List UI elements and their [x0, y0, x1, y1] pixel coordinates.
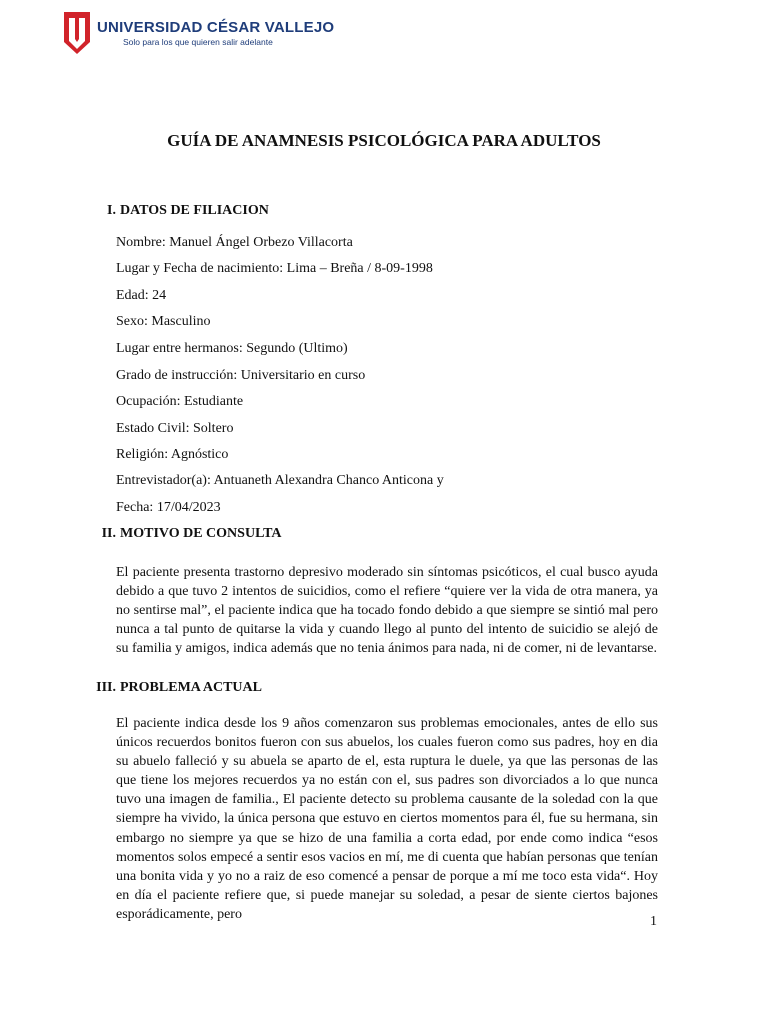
- section-heading-problema: [92, 680, 262, 696]
- field-nombre: Nombre: Manuel Ángel Orbezo Villacorta: [116, 235, 353, 250]
- page-number: 1: [650, 914, 657, 929]
- section-heading-datos: [92, 203, 269, 219]
- section-title: MOTIVO DE CONSULTA: [120, 526, 282, 541]
- field-entrevistador: Entrevistador(a): Antuaneth Alexandra Chanco Anticona y: [116, 473, 444, 488]
- field-ocupacion: Ocupación: Estudiante: [116, 394, 244, 409]
- ucv-shield-icon: [64, 12, 90, 54]
- problema-paragraph: El paciente indica desde los 9 años comenzaron sus problemas emocionales, antes de ello sus únicos recuerdos bonitos fueron con sus abuelos, los cuales fueron como sus padres, hoy en dia su abuelo falleció y su abuela se aparto de el, esta ruptura le duele, ya que las personas de las que tiene los mejores recuerdos ya no están con el, sus padres son divorciados a lo que nunca tuvo una imagen de familia., El paciente detecto su problema causante de la soledad con la que siempre ha vivido, la única persona que estuvo en ciertos momentos para él, fue su hermana, sin embargo no siempre ya que se hizo de una familia a corta edad, por ende como indica “esos momentos solos empecé a sentir esos vacios en mí, me di cuenta que habían personas que tenían una bonita vida y yo no a raiz de eso comencé a pensar de porque a mí me toco esta vida“. Hoy en día el paciente refiere que, si puede manejar su soledad, a pesar de siente ciertos bajones esporádicamente, pero: [116, 716, 658, 922]
- section-heading-motivo: [92, 526, 282, 542]
- section-title: DATOS DE FILIACION: [120, 203, 269, 218]
- motivo-paragraph: El paciente presenta trastorno depresivo moderado sin síntomas psicóticos, el cual busco ayuda debido a que tuvo 2 intentos de suicidios, como el refiere “quiere ver la vida de otra manera, ya no sentirse mal”, el paciente indica que ha tocado fondo debido a que siempre se sintió mal pero nunca a tal punto de quitarse la vida y cuando llego al punto del intento de suicidio se alejó de su familia y amigos, indica además que no tenia ánimos para nada, ni de comer, ni de levantarse.: [116, 565, 658, 657]
- university-tagline: Solo para los que quieren salir adelante: [123, 37, 273, 47]
- field-edad: Edad: 24: [116, 288, 167, 303]
- document-title: GUÍA DE ANAMNESIS PSICOLÓGICA PARA ADULTOS: [167, 131, 601, 150]
- field-fecha: Fecha: 17/04/2023: [116, 500, 221, 515]
- field-nacimiento: Lugar y Fecha de nacimiento: Lima – Breña / 8-09-1998: [116, 261, 433, 276]
- university-name: UNIVERSIDAD CÉSAR VALLEJO: [97, 19, 335, 36]
- field-instruccion: Grado de instrucción: Universitario en curso: [116, 368, 366, 383]
- section-number: II.: [101, 526, 116, 541]
- section-title: PROBLEMA ACTUAL: [120, 680, 262, 695]
- field-estado-civil: Estado Civil: Soltero: [116, 421, 234, 436]
- field-hermanos: Lugar entre hermanos: Segundo (Ultimo): [116, 341, 348, 356]
- section-number: I.: [107, 203, 116, 218]
- university-logo: [64, 12, 334, 54]
- field-religion: Religión: Agnóstico: [116, 447, 229, 462]
- section-number: III.: [96, 680, 116, 695]
- field-sexo: Sexo: Masculino: [116, 314, 211, 329]
